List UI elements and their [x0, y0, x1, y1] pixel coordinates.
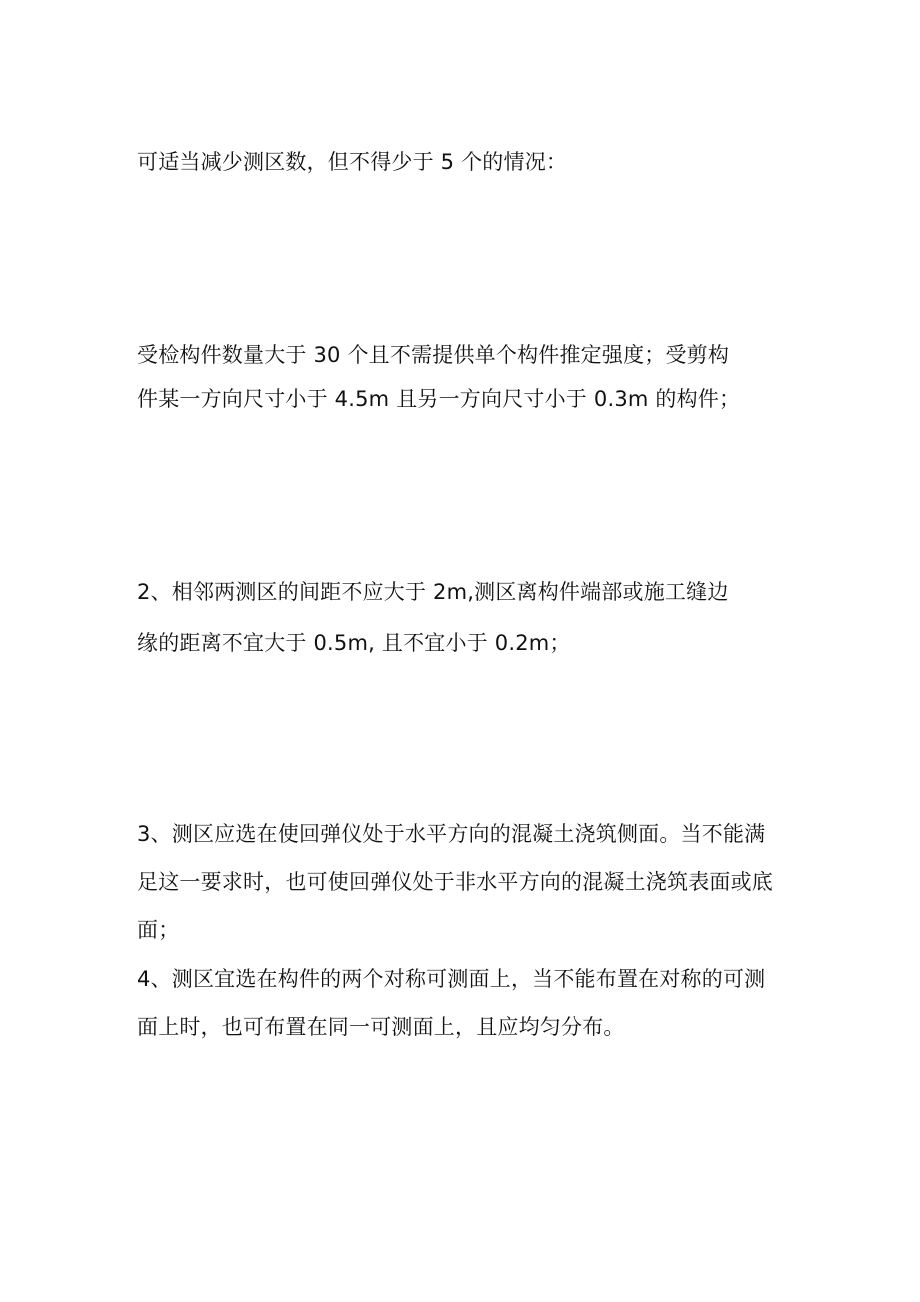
paragraph-condition-line-1: 受检构件数量大于 30 个且不需提供单个构件推定强度；受剪构 [137, 343, 730, 367]
item-3-line-2: 足这一要求时，也可使回弹仪处于非水平方向的混凝土浇筑表面或底 [137, 870, 773, 894]
item-4-line-2: 面上时，也可布置在同一可测面上，且应均匀分布。 [137, 1015, 625, 1039]
item-4-line-1: 4、测区宜选在构件的两个对称可测面上，当不能布置在对称的可测 [137, 967, 766, 991]
item-3-line-3: 面； [137, 918, 180, 942]
item-2-line-1: 2、相邻两测区的间距不应大于 2m,测区离构件端部或施工缝边 [137, 580, 729, 604]
item-2-line-2: 缘的距离不宜大于 0.5m, 且不宜小于 0.2m； [137, 631, 571, 655]
item-3-line-1: 3、测区应选在使回弹仪处于水平方向的混凝土浇筑侧面。当不能满 [137, 822, 766, 846]
paragraph-condition-line-2: 件某一方向尺寸小于 4.5m 且另一方向尺寸小于 0.3m 的构件； [137, 387, 741, 411]
paragraph-intro-line: 可适当减少测区数，但不得少于 5 个的情况： [137, 150, 568, 174]
